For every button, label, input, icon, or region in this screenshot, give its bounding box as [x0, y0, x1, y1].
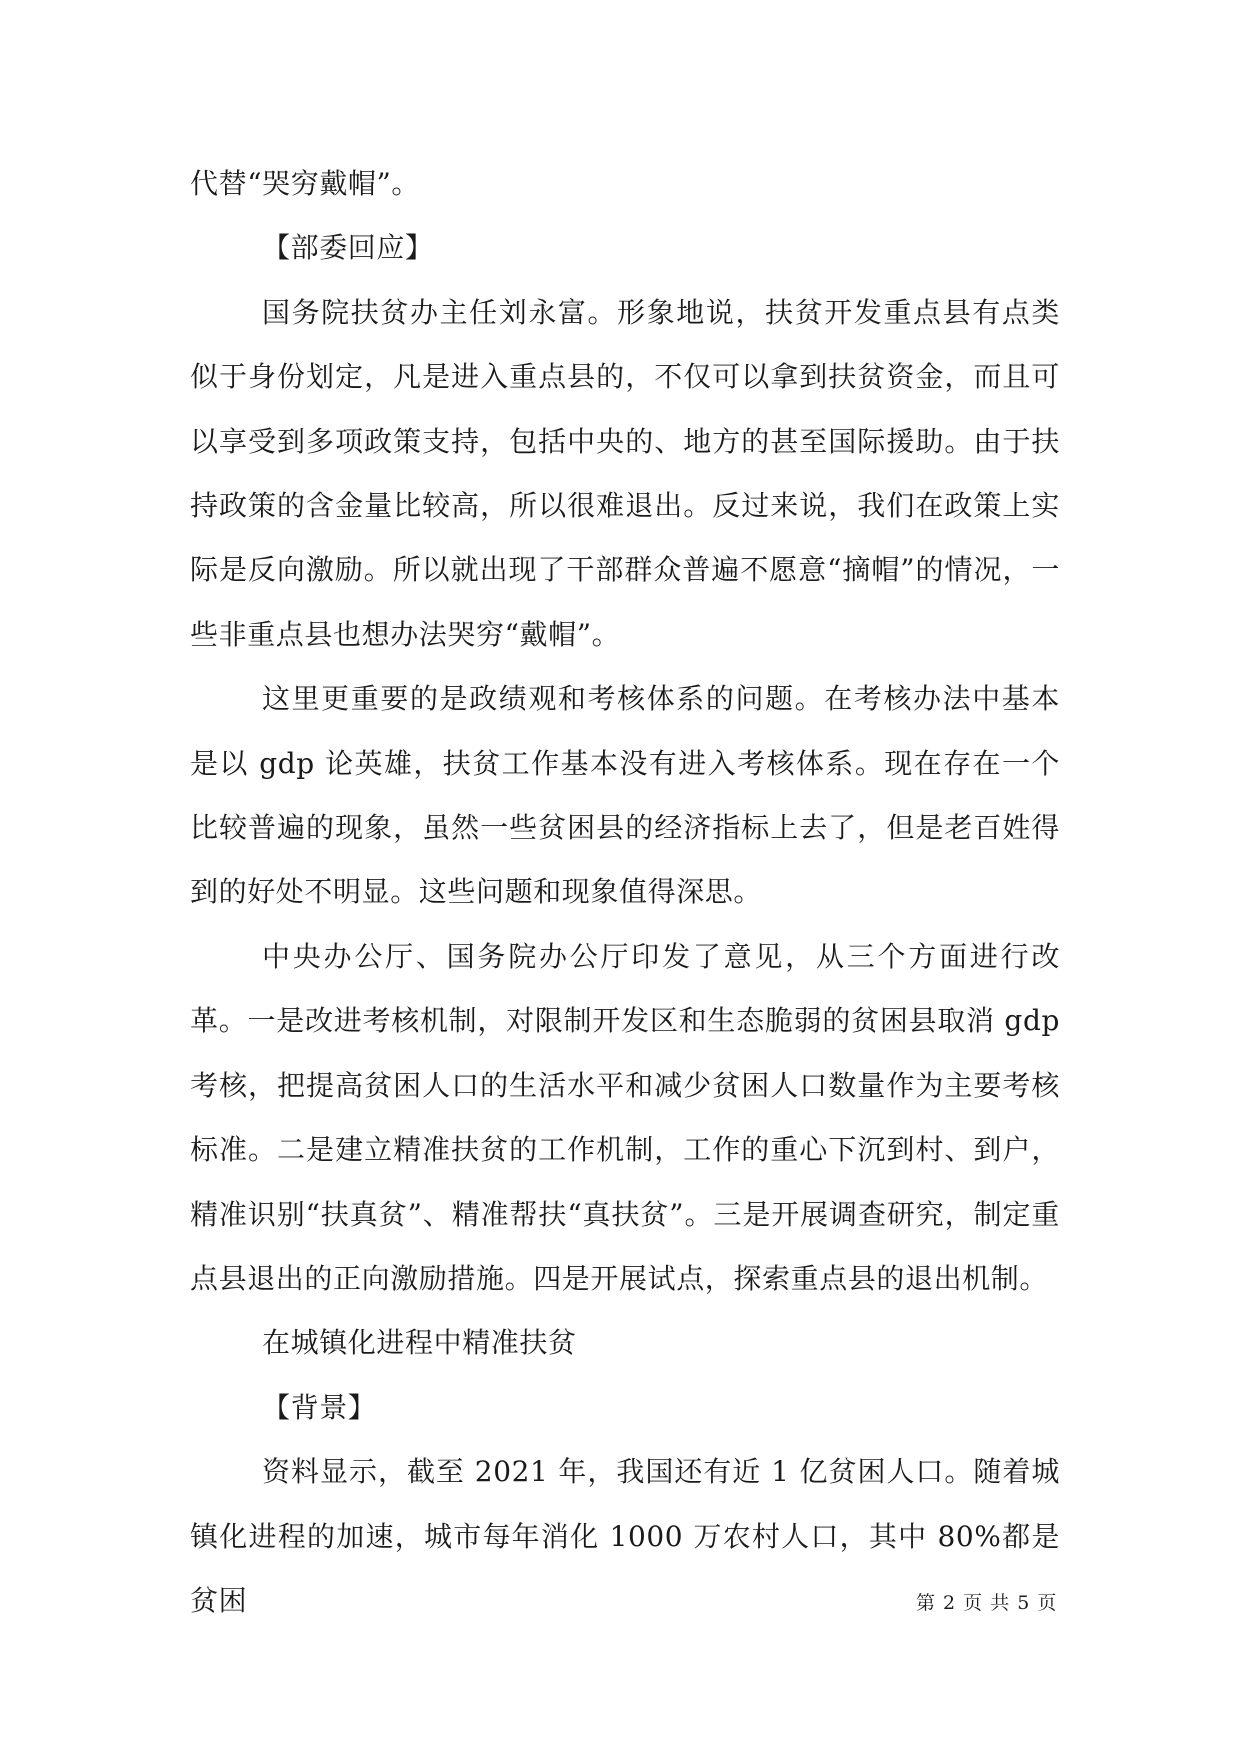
paragraph-background-data: 资料显示，截至 2021 年，我国还有近 1 亿贫困人口。随着城镇化进程的加速，城市每年消化 1000 万农村人口，其中 80%都是贫困: [190, 1455, 1060, 1617]
document-body: [190, 152, 1060, 1633]
section-heading-ministry-response: 【部委回应】: [262, 231, 434, 265]
page-number-footer: 第 2 页 共 5 页: [916, 1592, 1058, 1614]
paragraph-intro-fragment: 代替“哭穷戴帽”。: [190, 167, 421, 200]
section-heading-background: 【背景】: [262, 1390, 377, 1424]
paragraph-reform-measures: 中央办公厅、国务院办公厅印发了意见，从三个方面进行改革。一是改进考核机制，对限制开发区和生态脆弱的贫困县取消 gdp 考核，把提高贫困人口的生活水平和减少贫困人口数量作为主要考核标准。二是建立精准扶贫的工作机制，工作的重心下沉到村、到户，精准识别“扶真贫”、精准帮扶“真扶贫”。三是开展调查研究，制定重点县退出的正向激励措施。四是开展试点，探索重点县的退出机制。: [190, 939, 1060, 1295]
paragraph-assessment-system: 这里更重要的是政绩观和考核体系的问题。在考核办法中基本是以 gdp 论英雄，扶贫工作基本没有进入考核体系。现在存在一个比较普遍的现象，虽然一些贫困县的经济指标上去了，但是老百姓得到的好处不明显。这些问题和现象值得深思。: [190, 682, 1060, 909]
paragraph-liu-yongfu-statement: 国务院扶贫办主任刘永富。形象地说，扶贫开发重点县有点类似于身份划定，凡是进入重点县的，不仅可以拿到扶贫资金，而且可以享受到多项政策支持，包括中央的、地方的甚至国际援助。由于扶持政策的含金量比较高，所以很难退出。反过来说，我们在政策上实际是反向激励。所以就出现了干部群众普遍不愿意“摘帽”的情况，一些非重点县也想办法哭穷“戴帽”。: [190, 295, 1060, 651]
section-title-urbanization: 在城镇化进程中精准扶贫: [262, 1326, 577, 1360]
